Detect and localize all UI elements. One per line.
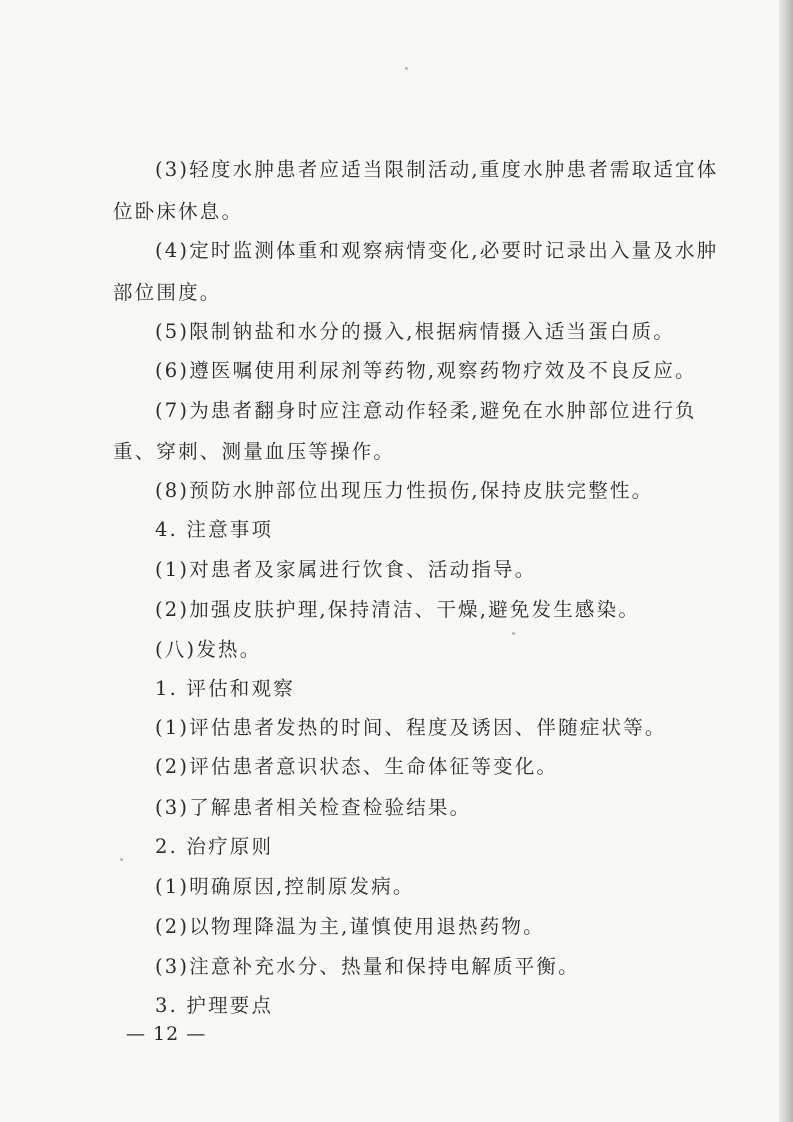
section-heading: 2. 治疗原则 (155, 835, 274, 858)
text-line: (1)评估患者发热的时间、程度及诱因、伴随症状等。 (155, 716, 667, 739)
text-line: (5)限制钠盐和水分的摄入,根据病情摄入适当蛋白质。 (155, 320, 676, 343)
text-line: (3)了解患者相关检查检验结果。 (155, 796, 472, 819)
text-line: (3)轻度水肿患者应适当限制活动,重度水肿患者需取适宜体 (155, 158, 719, 181)
text-line: (2)评估患者意识状态、生命体征等变化。 (155, 755, 559, 778)
text-line: 位卧床休息。 (113, 200, 244, 223)
section-heading: 1. 评估和观察 (155, 677, 295, 700)
text-line: 重、穿刺、测量血压等操作。 (113, 440, 396, 463)
section-heading: 4. 注意事项 (155, 518, 274, 541)
scan-speck (405, 67, 408, 70)
text-line: (1)明确原因,控制原发病。 (155, 875, 415, 898)
page-edge-shadow (779, 0, 793, 1122)
scan-speck (120, 858, 123, 861)
section-heading: (八)发热。 (155, 638, 262, 661)
text-line: (7)为患者翻身时应注意动作轻柔,避免在水肿部位进行负 (155, 399, 697, 422)
text-line: (4)定时监测体重和观察病情变化,必要时记录出入量及水肿 (155, 239, 719, 262)
text-line: (8)预防水肿部位出现压力性损伤,保持皮肤完整性。 (155, 479, 654, 502)
section-heading: 3. 护理要点 (155, 994, 274, 1017)
text-line: (6)遵医嘱使用利尿剂等药物,观察药物疗效及不良反应。 (155, 359, 697, 382)
text-line: (3)注意补充水分、热量和保持电解质平衡。 (155, 955, 580, 978)
text-line: (1)对患者及家属进行饮食、活动指导。 (155, 558, 537, 581)
text-line: (2)加强皮肤护理,保持清洁、干燥,避免发生感染。 (155, 598, 641, 621)
text-line: (2)以物理降温为主,谨慎使用退热药物。 (155, 915, 545, 938)
scan-speck (512, 632, 515, 635)
text-line: 部位围度。 (113, 281, 222, 304)
page-number: — 12 — (126, 1023, 207, 1045)
